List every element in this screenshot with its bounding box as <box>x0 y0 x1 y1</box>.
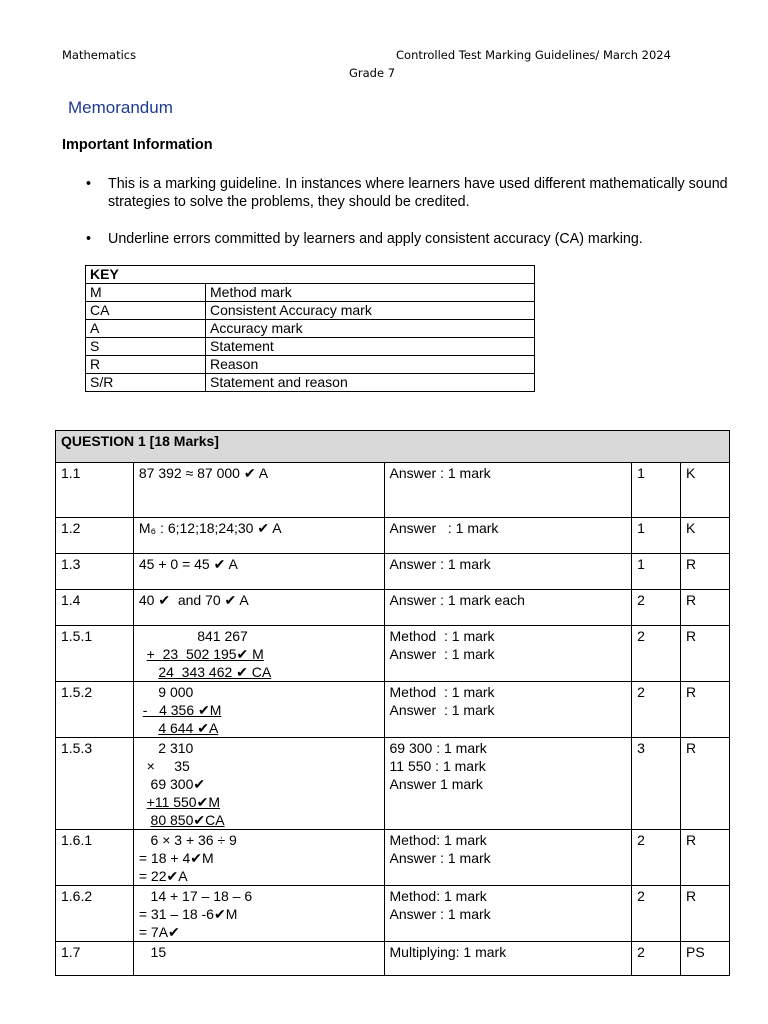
guide-line: Answer : 1 mark <box>389 850 491 866</box>
answer-line: 15 <box>138 944 167 960</box>
key-meaning: Method mark <box>206 284 535 302</box>
guide-line: Method: 1 mark <box>389 832 487 848</box>
bullet-text: This is a marking guideline. In instances where learners have used different mathematically sound strategies to solve the problems, they should be credited. <box>108 176 728 210</box>
header-grade: Grade 7 <box>349 66 396 80</box>
answer-cell <box>133 682 384 738</box>
question-row <box>56 518 730 554</box>
key-code: R <box>86 356 206 374</box>
answer-cell <box>133 590 384 626</box>
answer-cell <box>133 738 384 830</box>
answer-cell <box>133 463 384 518</box>
cognitive-level-cell: R <box>681 886 730 942</box>
bullet-icon: • <box>86 231 92 247</box>
question-row <box>56 738 730 830</box>
marking-guide-cell <box>384 554 632 590</box>
cognitive-level-cell: R <box>681 554 730 590</box>
answer-line: 14 + 17 – 18 – 6 <box>138 888 253 904</box>
guide-line: Answer : 1 mark <box>389 646 495 662</box>
guide-line: Answer : 1 mark <box>389 906 491 922</box>
question-row <box>56 682 730 738</box>
question-number: 1.4 <box>56 590 134 626</box>
marking-guide-cell <box>384 886 632 942</box>
answer-cell <box>133 554 384 590</box>
marking-guide-cell <box>384 738 632 830</box>
marks-cell: 2 <box>632 830 681 886</box>
key-meaning: Statement and reason <box>206 374 535 392</box>
guide-line: Answer : 1 mark <box>389 520 499 536</box>
guide-line: Method : 1 mark <box>389 684 495 700</box>
answer-line: 87 392 ≈ 87 000 ✔ A <box>138 465 269 481</box>
question-row <box>56 626 730 682</box>
marks-cell: 2 <box>632 886 681 942</box>
answer-cell <box>133 830 384 886</box>
question-row <box>56 830 730 886</box>
question-number: 1.3 <box>56 554 134 590</box>
cognitive-level-cell: R <box>681 830 730 886</box>
answer-line: = 22✔A <box>138 868 188 884</box>
marking-guide-cell <box>384 942 632 976</box>
answer-cell <box>133 518 384 554</box>
cognitive-level-cell: K <box>681 463 730 518</box>
question-number: 1.1 <box>56 463 134 518</box>
answer-line: 2 310 <box>138 740 194 756</box>
answer-line: 9 000 <box>138 684 194 700</box>
answer-line: 4 644 ✔A <box>158 720 219 736</box>
marks-cell: 2 <box>632 942 681 976</box>
answer-line: 40 ✔ and 70 ✔ A <box>138 592 249 608</box>
answer-cell <box>133 886 384 942</box>
cognitive-level-cell: PS <box>681 942 730 976</box>
guide-line: Answer : 1 mark <box>389 702 495 718</box>
key-code: S <box>86 338 206 356</box>
cognitive-level-cell: K <box>681 518 730 554</box>
question-number: 1.5.2 <box>56 682 134 738</box>
marks-cell: 1 <box>632 518 681 554</box>
question-1-table <box>55 430 730 976</box>
key-meaning: Reason <box>206 356 535 374</box>
guide-line: Answer : 1 mark <box>389 465 491 481</box>
question-rows <box>56 463 730 976</box>
answer-line: = 31 – 18 -6✔M <box>138 906 238 922</box>
answer-line: 45 + 0 = 45 ✔ A <box>138 556 238 572</box>
key-code: S/R <box>86 374 206 392</box>
marks-cell: 1 <box>632 463 681 518</box>
question-number: 1.2 <box>56 518 134 554</box>
question-number: 1.7 <box>56 942 134 976</box>
header-title: Controlled Test Marking Guidelines/ March 2024 <box>396 48 671 62</box>
marking-guide-cell <box>384 626 632 682</box>
marks-cell: 1 <box>632 554 681 590</box>
key-code: A <box>86 320 206 338</box>
key-table <box>85 265 535 392</box>
cognitive-level-cell: R <box>681 682 730 738</box>
answer-line: + 23 502 195✔ M <box>146 646 264 662</box>
answer-line: 6 × 3 + 36 ÷ 9 <box>138 832 237 848</box>
key-meaning: Accuracy mark <box>206 320 535 338</box>
answer-line: - 4 356 ✔M <box>142 702 222 718</box>
answer-line: M₆ : 6;12;18;24;30 ✔ A <box>138 520 282 536</box>
marks-cell: 2 <box>632 590 681 626</box>
guide-line: Answer : 1 mark <box>389 556 491 572</box>
answer-line: 841 267 <box>138 628 248 644</box>
header-subject: Mathematics <box>62 48 137 62</box>
question-number: 1.6.2 <box>56 886 134 942</box>
answer-line: = 7A✔ <box>138 924 180 940</box>
key-row <box>86 320 535 338</box>
key-row <box>86 284 535 302</box>
guide-line: Method : 1 mark <box>389 628 495 644</box>
key-row <box>86 302 535 320</box>
guide-line: Answer : 1 mark each <box>389 592 525 608</box>
bullet-icon: • <box>86 176 92 192</box>
question-row <box>56 886 730 942</box>
question-row <box>56 942 730 976</box>
memorandum-heading: Memorandum <box>68 98 173 117</box>
question-number: 1.5.3 <box>56 738 134 830</box>
key-row <box>86 374 535 392</box>
cognitive-level-cell: R <box>681 626 730 682</box>
answer-line: 69 300✔ <box>138 776 206 792</box>
key-code: M <box>86 284 206 302</box>
answer-line: +11 550✔M <box>146 794 220 810</box>
marking-guide-cell <box>384 830 632 886</box>
question-1-heading: QUESTION 1 [18 Marks] <box>56 431 730 463</box>
key-code: CA <box>86 302 206 320</box>
marks-cell: 2 <box>632 682 681 738</box>
marking-guide-cell <box>384 463 632 518</box>
question-number: 1.5.1 <box>56 626 134 682</box>
guide-line: Multiplying: 1 mark <box>389 944 507 960</box>
question-row <box>56 554 730 590</box>
marking-guide-cell <box>384 682 632 738</box>
guide-line: 11 550 : 1 mark <box>389 758 486 774</box>
answer-line: × 35 <box>138 758 190 774</box>
answer-line: 24 343 462 ✔ CA <box>158 664 272 680</box>
important-info-heading: Important Information <box>62 137 213 153</box>
cognitive-level-cell: R <box>681 590 730 626</box>
key-heading: KEY <box>86 266 535 284</box>
bullet-text: Underline errors committed by learners and apply consistent accuracy (CA) marking. <box>108 231 643 247</box>
marks-cell: 3 <box>632 738 681 830</box>
answer-line: 80 850✔CA <box>150 812 225 828</box>
answer-line: = 18 + 4✔M <box>138 850 214 866</box>
key-meaning: Statement <box>206 338 535 356</box>
marking-guide-cell <box>384 590 632 626</box>
marking-guide-cell <box>384 518 632 554</box>
key-row <box>86 356 535 374</box>
key-row <box>86 338 535 356</box>
marks-cell: 2 <box>632 626 681 682</box>
guide-line: 69 300 : 1 mark <box>389 740 487 756</box>
guide-line: Answer 1 mark <box>389 776 483 792</box>
answer-cell <box>133 626 384 682</box>
guide-line: Method: 1 mark <box>389 888 487 904</box>
key-meaning: Consistent Accuracy mark <box>206 302 535 320</box>
cognitive-level-cell: R <box>681 738 730 830</box>
question-number: 1.6.1 <box>56 830 134 886</box>
question-row <box>56 463 730 518</box>
question-row <box>56 590 730 626</box>
answer-cell <box>133 942 384 976</box>
